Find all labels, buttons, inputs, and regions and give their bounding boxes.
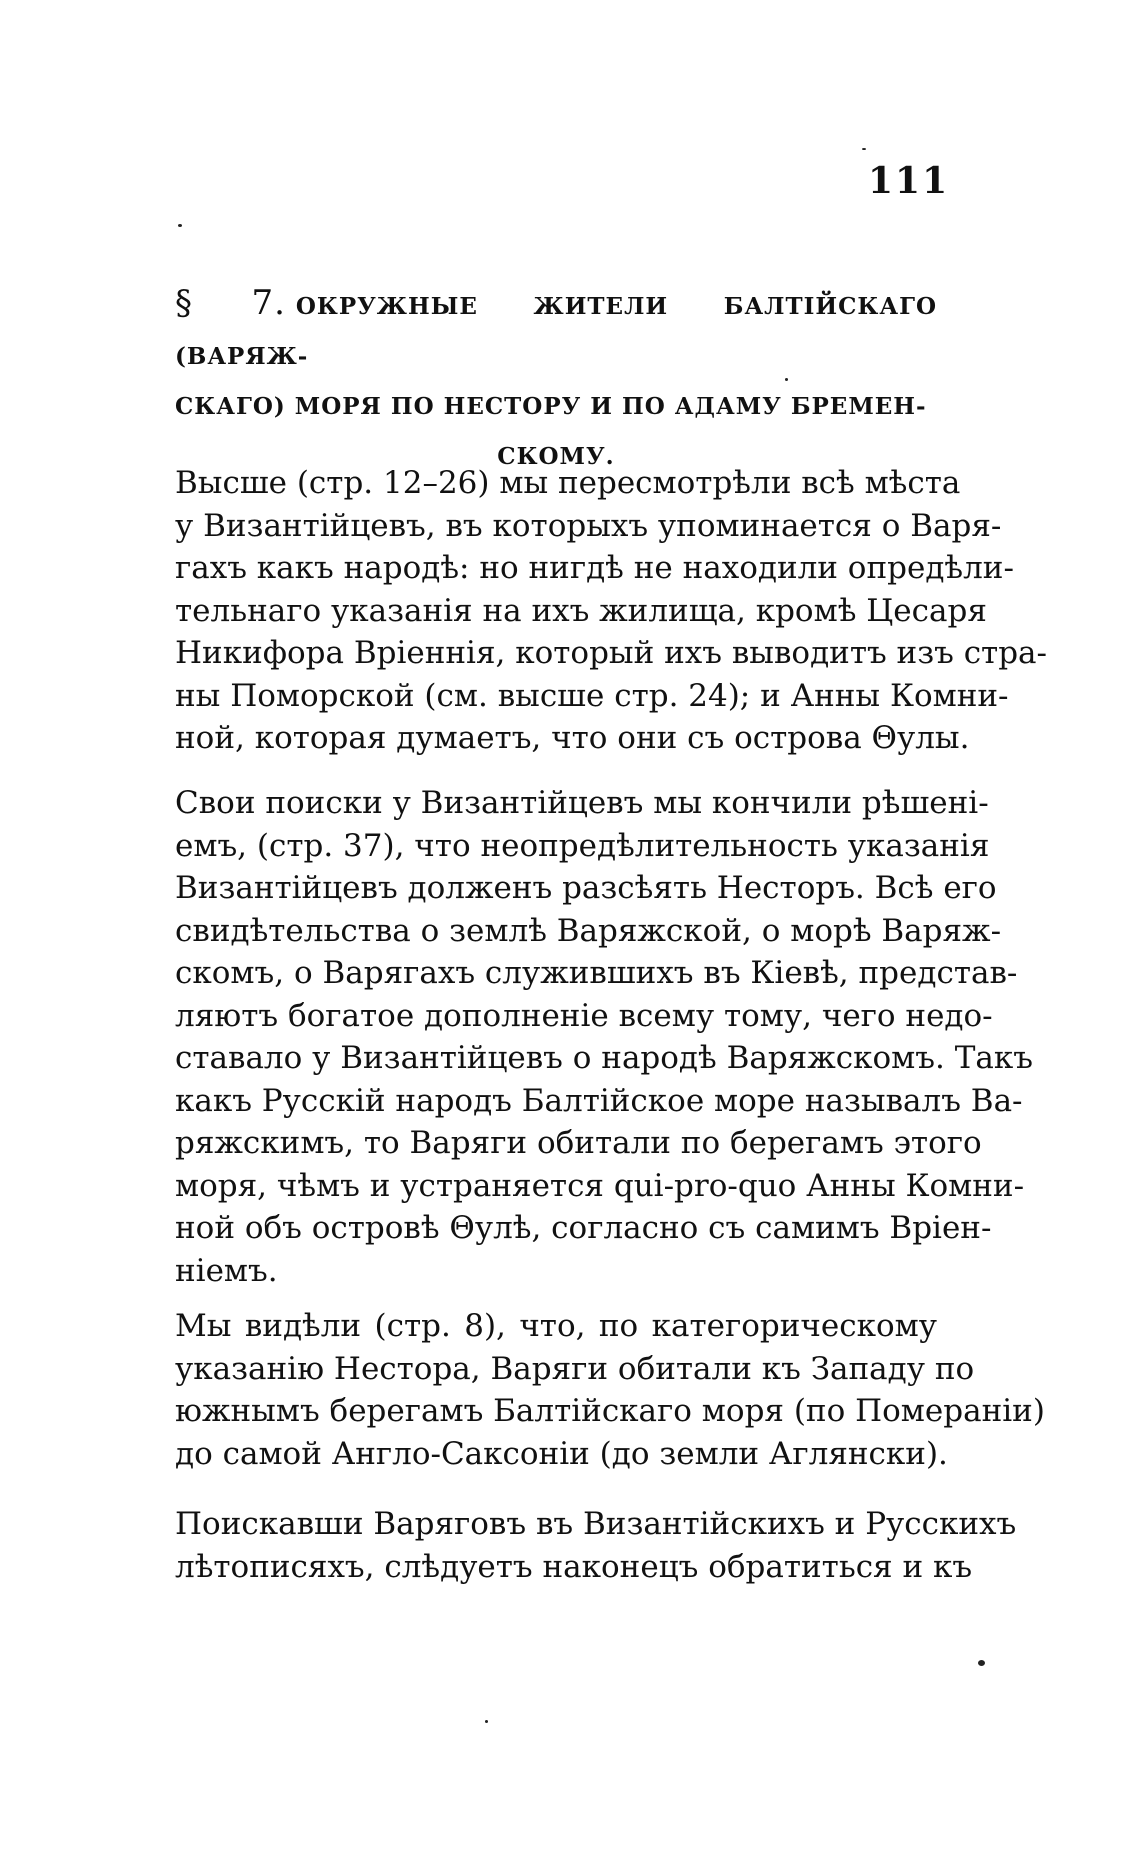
paragraph-3: [175, 1305, 1045, 1475]
paragraph-line: Мы видѣли (стр. 8), что, по категорическому: [175, 1308, 937, 1344]
paragraph-line: Высше (стр. 12–26) мы пересмотрѣли всѣ мѣста: [175, 465, 961, 501]
paragraph-line: до самой Англо-Саксоніи (до земли Аглянски).: [175, 1435, 948, 1472]
paragraph-line: южнымъ берегамъ Балтійскаго моря (по Померанiи): [175, 1393, 1045, 1429]
section-mark: § 7.: [175, 283, 286, 323]
paragraph-line: свидѣтельства о землѣ Варяжской, о морѣ Варяж-: [175, 912, 1002, 949]
paragraph-line: ны Поморской (см. высше стр. 24); и Анны Комни-: [175, 677, 1009, 714]
heading-line-1: ОКРУЖНЫЕ ЖИТЕЛИ БАЛТІЙСКАГО (ВАРЯЖ-: [175, 293, 937, 370]
paragraph-line: какъ Русскій народъ Балтійское море называлъ Ва-: [175, 1082, 1023, 1119]
paragraph-line: ной, которая думаетъ, что они съ острова Θулы.: [175, 720, 970, 756]
paragraph-line: моря, чѣмъ и устраняется qui-pro-quo Анны Комни-: [175, 1167, 1025, 1204]
paragraph-4: [175, 1503, 1017, 1588]
paragraph-line: гахъ какъ народѣ: но нигдѣ не находили опредѣли-: [175, 550, 1014, 586]
paragraph-line: ряжскимъ, то Варяги обитали по берегамъ этого: [175, 1125, 982, 1161]
paragraph-line: лѣтописяхъ, слѣдуетъ наконецъ обратиться и къ: [175, 1548, 973, 1585]
print-speck: [978, 1660, 985, 1666]
paragraph-line: ной объ островѣ Θулѣ, согласно съ самимъ Вріен-: [175, 1210, 992, 1246]
print-speck: [862, 148, 866, 150]
paragraph-line: ляютъ богатое дополненіе всему тому, чего недо-: [175, 997, 993, 1034]
paragraph-line: скомъ, о Варягахъ служившихъ въ Кіевѣ, представ-: [175, 955, 1018, 991]
heading-line-3: СКОМУ.: [497, 443, 615, 470]
paragraph-line: ставало у Византійцевъ о народѣ Варяжскомъ. Такъ: [175, 1040, 1033, 1076]
heading-line-2: СКАГО) МОРЯ ПО НЕСТОРУ И ПО АДАМУ БРЕМЕН-: [175, 393, 927, 420]
page-number: 111: [868, 160, 950, 202]
paragraph-2: [175, 782, 1033, 1292]
paragraph-line: Византійцевъ долженъ разсѣять Несторъ. Всѣ его: [175, 870, 997, 906]
print-speck: [485, 1720, 488, 1723]
paragraph-line: указанію Нестора, Варяги обитали къ Западу по: [175, 1350, 975, 1387]
paragraph-line: Поискавши Варяговъ въ Византійскихъ и Русскихъ: [175, 1506, 1017, 1542]
paragraph-line: емъ, (стр. 37), что неопредѣлительность указанія: [175, 827, 990, 864]
print-speck: [178, 224, 182, 227]
print-speck: [785, 378, 788, 381]
paragraph-line: у Византійцевъ, въ которыхъ упоминается о Варя-: [175, 507, 1002, 544]
section-heading: [175, 278, 937, 482]
paragraph-1: [175, 462, 1048, 760]
paragraph-line: тельнаго указанія на ихъ жилища, кромѣ Цесаря: [175, 592, 987, 629]
paragraph-line: Свои поиски у Византійцевъ мы кончили рѣшені-: [175, 785, 989, 821]
paragraph-line: ніемъ.: [175, 1252, 278, 1289]
paragraph-line: Никифора Вріеннія, который ихъ выводитъ изъ стра-: [175, 635, 1048, 671]
